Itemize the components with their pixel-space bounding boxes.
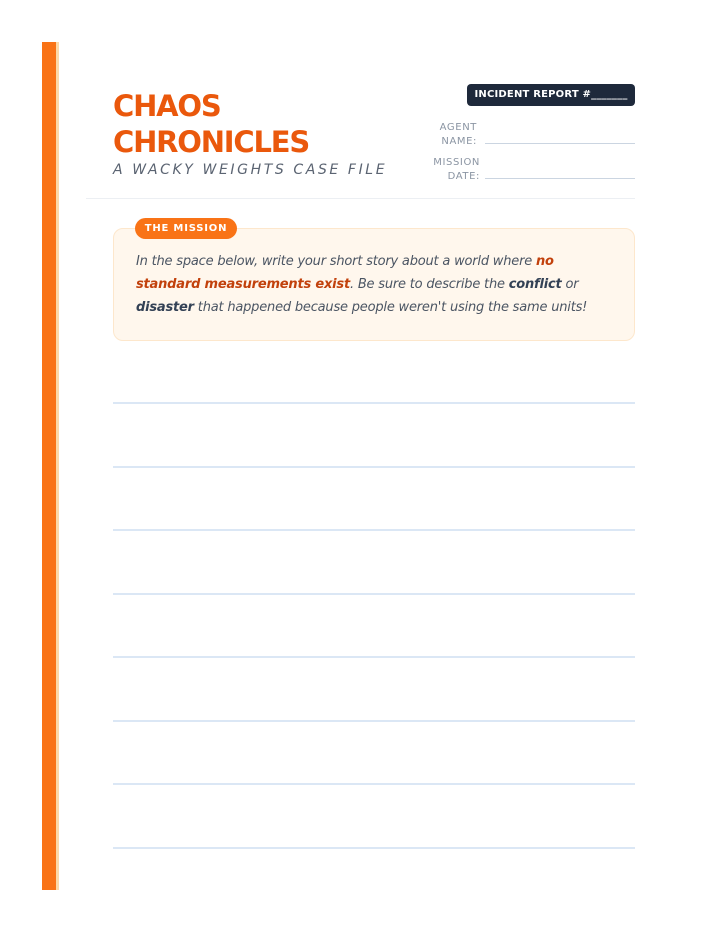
agent-name-label: [407, 121, 477, 149]
mission-emphasis-conflict: conflict: [508, 277, 562, 292]
page-title: [113, 88, 309, 160]
writing-line[interactable]: [113, 783, 635, 785]
title-line-2: CHRONICLES: [113, 125, 310, 159]
mission-instructions: [136, 250, 621, 319]
writing-line[interactable]: [113, 529, 635, 531]
mission-text-part-2: . Be sure to describe the: [349, 277, 509, 292]
mission-date-field[interactable]: [485, 178, 635, 179]
mission-text-part-1: In the space below, write your short story about a world where: [136, 254, 536, 269]
writing-line[interactable]: [113, 656, 635, 658]
mission-emphasis-disaster: disaster: [136, 300, 194, 315]
mission-highlight: no standard measurements exist: [136, 254, 554, 292]
mission-date-label-line-2: DATE:: [447, 171, 480, 182]
agent-name-label-line-1: AGENT: [439, 122, 477, 133]
writing-line[interactable]: [113, 593, 635, 595]
mission-tag: THE MISSION: [135, 218, 237, 239]
title-line-1: CHAOS: [113, 89, 221, 123]
incident-report-badge: INCIDENT REPORT #_______: [467, 84, 635, 106]
mission-date-label-line-1: MISSION: [433, 157, 480, 168]
side-bar-edge: [56, 42, 59, 890]
writing-line[interactable]: [113, 720, 635, 722]
writing-line[interactable]: [113, 402, 635, 404]
mission-text-part-3: or: [561, 277, 579, 292]
page-subtitle: A WACKY WEIGHTS CASE FILE: [113, 162, 388, 178]
writing-line[interactable]: [113, 847, 635, 849]
orange-side-bar: [42, 42, 56, 890]
writing-line[interactable]: [113, 466, 635, 468]
agent-name-field[interactable]: [485, 143, 635, 144]
mission-text-part-4: that happened because people weren't using the same units!: [193, 300, 588, 315]
mission-date-label: [410, 156, 480, 184]
header-divider: [86, 198, 635, 199]
agent-name-label-line-2: NAME:: [441, 136, 477, 147]
